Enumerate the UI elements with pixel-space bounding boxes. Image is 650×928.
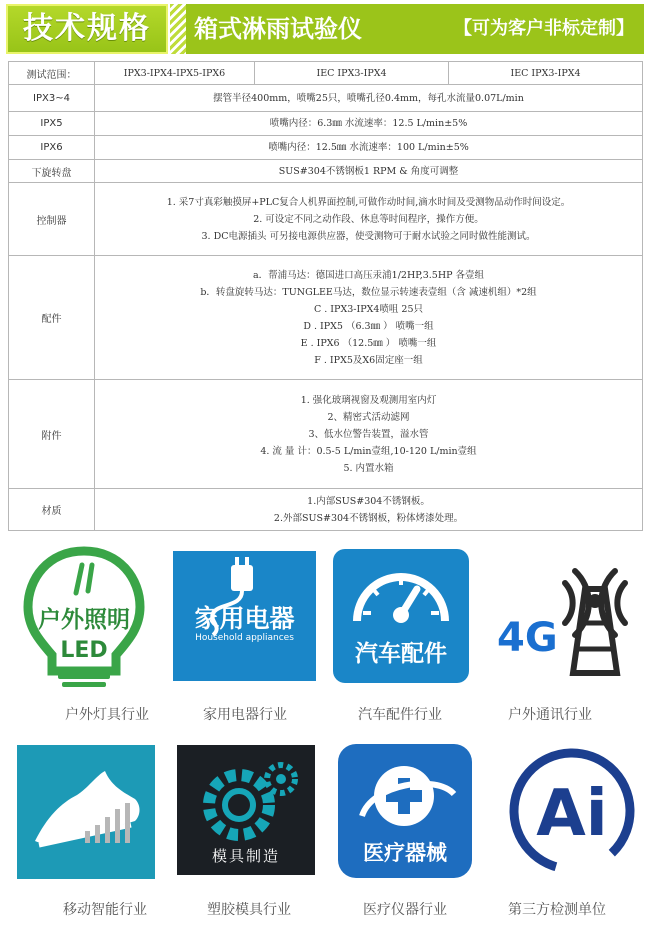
spec-value: 摆管半径400mm，喷嘴25只，喷嘴孔径0.4mm，每孔水流量0.07L/min <box>95 85 643 112</box>
tile-text: 家用电器 <box>194 604 295 633</box>
led-bulb-icon <box>18 545 150 695</box>
spec-line: 2、精密式活动滤网 <box>327 411 410 423</box>
spec-row-controller <box>9 183 643 256</box>
spec-value <box>95 256 643 380</box>
industry-caption: 户外通讯行业 <box>508 707 592 723</box>
industry-tile-auto-parts <box>333 549 469 683</box>
spec-row-ipx34 <box>9 85 643 112</box>
spec-line: 5. 内置水箱 <box>343 462 394 474</box>
tile-text: 汽车配件 <box>355 641 447 667</box>
spec-row-parts <box>9 256 643 380</box>
spec-value: 喷嘴内径：12.5㎜ 水流速率：100 L/min±5% <box>95 136 643 160</box>
tile-text: 4G <box>497 615 558 661</box>
spec-key: IPX5 <box>9 112 95 136</box>
industry-caption: 塑胶模具行业 <box>207 902 291 918</box>
spec-line: 4. 流 量 计：0.5-5 L/min壹组,10-120 L/min壹组 <box>260 445 477 457</box>
spec-value <box>95 489 643 531</box>
spec-value <box>95 183 643 256</box>
spec-line: b．转盘旋转马达：TUNGLEE马达，数位显示转速表壹组（含 减速机组）*2组 <box>200 286 537 298</box>
tile-text: Ai <box>536 777 608 851</box>
spec-key: 附件 <box>9 380 95 489</box>
spec-line: 3. DC电源插头 可另接电源供应器，使受测物可于耐水试验之同时做性能测试。 <box>201 230 536 242</box>
spec-value: SUS#304不锈钢板1 RPM & 角度可调整 <box>95 160 643 183</box>
product-title-bar <box>186 4 644 54</box>
industry-tile-household-appliances <box>173 551 316 681</box>
industry-tile-medical <box>338 744 472 878</box>
spec-key: 测试范围： <box>9 62 95 85</box>
signal-tower-icon <box>495 553 640 679</box>
spec-line: 1.内部SUS#304不锈钢板。 <box>307 495 430 507</box>
industry-caption: 医疗仪器行业 <box>363 902 447 918</box>
section-title: 技术规格 <box>6 4 168 54</box>
spec-line: E . IPX6 （12.5㎜ ） 喷嘴一组 <box>300 337 437 349</box>
spec-line: 3、低水位警告装置，溢水管 <box>308 428 429 440</box>
spec-line: 2. 可设定不同之动作段、休息等时间程序，操作方便。 <box>253 213 484 225</box>
tile-text: 模具制造 <box>211 847 280 865</box>
spec-key: 材质 <box>9 489 95 531</box>
industry-caption: 户外灯具行业 <box>65 707 149 723</box>
spec-value: IEC IPX3-IPX4 <box>449 62 643 85</box>
spec-key: 控制器 <box>9 183 95 256</box>
spec-table <box>8 61 643 531</box>
spec-line: 1. 采7寸真彩触摸屏+PLC复合人机界面控制,可做作动时间,滴水时间及受测物品动作时间设定。 <box>166 196 571 208</box>
industry-tile-mobile-smart <box>17 745 155 879</box>
spec-value: 喷嘴内径：6.3㎜ 水流速率：12.5 L/min±5% <box>95 112 643 136</box>
spec-value <box>95 380 643 489</box>
tile-text: 户外照明 <box>38 607 130 633</box>
spec-line: C . IPX3-IPX4喷咀 25只 <box>313 303 424 315</box>
spec-line: D . IPX5 （6.3㎜ ） 喷嘴一组 <box>303 320 434 332</box>
industry-tile-outdoor-lighting <box>18 545 150 695</box>
spec-line: 1. 强化玻璃视窗及观测用室内灯 <box>300 394 437 406</box>
spec-value: IPX3-IPX4-IPX5-IPX6 <box>95 62 255 85</box>
product-title: 箱式淋雨试验仪 <box>194 15 362 43</box>
spec-key: 配件 <box>9 256 95 380</box>
spec-line: F . IPX5及X6固定座一组 <box>314 354 423 366</box>
spec-row-test-range <box>9 62 643 85</box>
industry-tile-testing <box>504 743 640 879</box>
spec-key: 下旋转盘 <box>9 160 95 183</box>
spec-value: IEC IPX3-IPX4 <box>255 62 449 85</box>
spec-row-material <box>9 489 643 531</box>
industry-tile-molds <box>177 745 315 875</box>
industry-caption: 第三方检测单位 <box>508 902 606 918</box>
header-divider <box>170 4 186 54</box>
spec-row-ipx5 <box>9 112 643 136</box>
spec-row-accessories <box>9 380 643 489</box>
custom-note: 【可为客户非标定制】 <box>454 18 634 39</box>
spec-key: IPX3~4 <box>9 85 95 112</box>
running-shoe-icon <box>17 745 155 879</box>
tile-text: 医疗器械 <box>363 841 447 865</box>
tile-subtext: Household appliances <box>195 633 294 643</box>
spec-row-ipx6 <box>9 136 643 160</box>
header-banner <box>0 0 650 56</box>
industry-caption: 移动智能行业 <box>63 902 147 918</box>
spec-key: IPX6 <box>9 136 95 160</box>
industry-caption: 汽车配件行业 <box>358 707 442 723</box>
ai-logo-icon <box>504 743 640 879</box>
spec-line: a．帮浦马达：德国进口高压汞浦1/2HP,3.5HP 各壹组 <box>252 269 485 281</box>
tile-text: LED <box>60 638 108 663</box>
spec-line: 2.外部SUS#304不锈钢板，粉体烤漆处理。 <box>273 512 464 524</box>
spec-row-turntable <box>9 160 643 183</box>
industry-caption: 家用电器行业 <box>203 707 287 723</box>
industry-tile-telecom <box>495 553 640 679</box>
